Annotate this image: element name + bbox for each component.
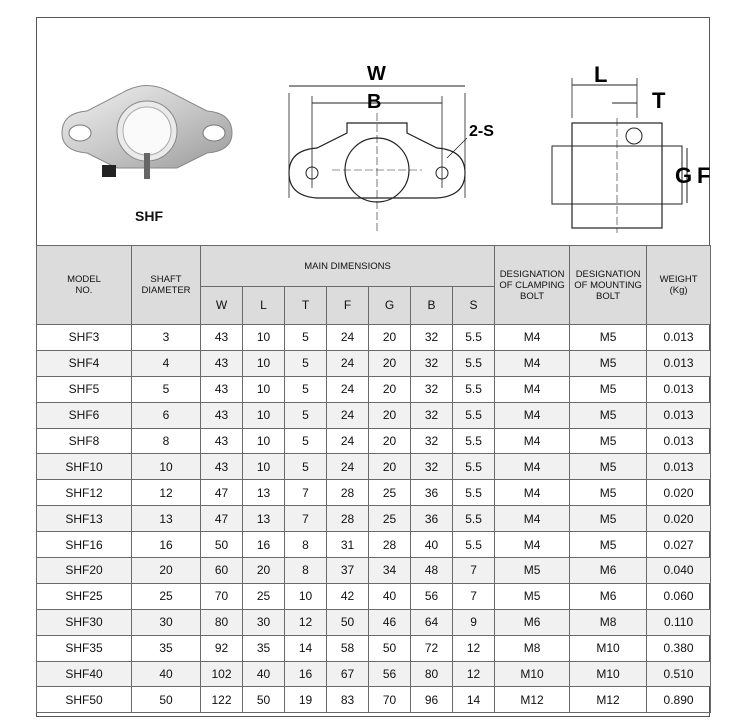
table-cell: 9 [453, 609, 495, 635]
table-cell: SHF16 [37, 532, 132, 558]
table-cell: 0.380 [647, 635, 711, 661]
table-cell: M10 [570, 661, 647, 687]
table-cell: 8 [285, 558, 327, 584]
table-cell: 10 [243, 376, 285, 402]
table-cell: 50 [369, 635, 411, 661]
table-cell: 10 [243, 402, 285, 428]
table-cell: 122 [201, 687, 243, 713]
table-row [37, 428, 711, 454]
header-dim-g: G [369, 287, 411, 325]
table-cell: M10 [570, 635, 647, 661]
table-cell: 20 [369, 350, 411, 376]
table-cell: 5.5 [453, 454, 495, 480]
table-cell: 14 [285, 635, 327, 661]
table-cell: 5 [285, 402, 327, 428]
table-cell: 72 [411, 635, 453, 661]
front-view-drawing [277, 38, 537, 238]
table-row [37, 583, 711, 609]
table-cell: 24 [327, 402, 369, 428]
table-cell: SHF13 [37, 506, 132, 532]
table-cell: 0.013 [647, 325, 711, 351]
table-cell: 7 [285, 480, 327, 506]
table-cell: 5.5 [453, 428, 495, 454]
table-cell: 5.5 [453, 350, 495, 376]
table-row [37, 558, 711, 584]
table-cell: 5.5 [453, 325, 495, 351]
table-cell: M4 [495, 454, 570, 480]
table-cell: 16 [285, 661, 327, 687]
table-cell: 40 [411, 532, 453, 558]
table-cell: 43 [201, 454, 243, 480]
header-dim-s: S [453, 287, 495, 325]
table-cell: 28 [327, 506, 369, 532]
table-cell: SHF3 [37, 325, 132, 351]
table-cell: M5 [495, 558, 570, 584]
table-cell: 70 [369, 687, 411, 713]
table-cell: M8 [570, 609, 647, 635]
table-cell: 70 [201, 583, 243, 609]
dim-g-label: G [675, 163, 693, 188]
table-cell: 92 [201, 635, 243, 661]
table-cell: 83 [327, 687, 369, 713]
table-cell: 35 [243, 635, 285, 661]
table-cell: SHF6 [37, 402, 132, 428]
table-cell: M6 [570, 583, 647, 609]
table-cell: 6 [132, 402, 201, 428]
table-cell: SHF20 [37, 558, 132, 584]
table-cell: 40 [369, 583, 411, 609]
table-cell: 30 [132, 609, 201, 635]
table-row [37, 402, 711, 428]
table-cell: M5 [570, 402, 647, 428]
table-row [37, 350, 711, 376]
table-cell: 0.020 [647, 480, 711, 506]
table-cell: M5 [570, 480, 647, 506]
table-row [37, 506, 711, 532]
table-cell: 14 [453, 687, 495, 713]
table-cell: 48 [411, 558, 453, 584]
table-cell: M5 [570, 376, 647, 402]
table-cell: 13 [243, 480, 285, 506]
table-cell: 5.5 [453, 376, 495, 402]
table-cell: 10 [285, 583, 327, 609]
table-cell: M5 [570, 454, 647, 480]
product-caption: SHF [135, 208, 163, 224]
table-cell: 0.890 [647, 687, 711, 713]
table-cell: M6 [570, 558, 647, 584]
table-cell: M4 [495, 350, 570, 376]
table-cell: 5 [285, 428, 327, 454]
table-cell: 58 [327, 635, 369, 661]
table-row [37, 687, 711, 713]
table-cell: 37 [327, 558, 369, 584]
header-dim-t: T [285, 287, 327, 325]
table-cell: 35 [132, 635, 201, 661]
holes-label: 2-S [469, 123, 494, 140]
table-body [37, 325, 711, 713]
table-cell: 0.110 [647, 609, 711, 635]
table-cell: 4 [132, 350, 201, 376]
table-cell: 0.013 [647, 402, 711, 428]
table-cell: 42 [327, 583, 369, 609]
table-cell: M5 [570, 428, 647, 454]
table-cell: 13 [132, 506, 201, 532]
table-cell: 24 [327, 428, 369, 454]
table-cell: 32 [411, 428, 453, 454]
table-cell: 67 [327, 661, 369, 687]
table-cell: 5 [285, 454, 327, 480]
table-cell: 12 [453, 635, 495, 661]
table-cell: 7 [453, 583, 495, 609]
table-cell: 10 [243, 325, 285, 351]
table-cell: 34 [369, 558, 411, 584]
table-cell: SHF8 [37, 428, 132, 454]
table-cell: 36 [411, 480, 453, 506]
table-cell: 24 [327, 454, 369, 480]
table-cell: M8 [495, 635, 570, 661]
table-cell: 20 [132, 558, 201, 584]
table-cell: 0.020 [647, 506, 711, 532]
table-cell: 0.013 [647, 428, 711, 454]
table-cell: 43 [201, 428, 243, 454]
header-shaft: SHAFT DIAMETER [132, 246, 201, 325]
table-cell: 47 [201, 506, 243, 532]
table-cell: 0.013 [647, 350, 711, 376]
table-cell: 25 [243, 583, 285, 609]
table-cell: 24 [327, 325, 369, 351]
table-cell: 30 [243, 609, 285, 635]
drawing-area [37, 18, 709, 246]
spec-table [36, 245, 711, 713]
table-cell: 20 [243, 558, 285, 584]
table-cell: 43 [201, 376, 243, 402]
table-cell: M12 [570, 687, 647, 713]
table-cell: 25 [132, 583, 201, 609]
table-cell: 40 [243, 661, 285, 687]
table-cell: 16 [132, 532, 201, 558]
table-cell: 50 [201, 532, 243, 558]
dim-l-label: L [594, 62, 608, 87]
table-cell: SHF30 [37, 609, 132, 635]
table-cell: 40 [132, 661, 201, 687]
table-cell: M6 [495, 609, 570, 635]
table-cell: 5 [285, 325, 327, 351]
table-cell: 32 [411, 376, 453, 402]
header-weight: WEIGHT (Kg) [647, 246, 711, 325]
table-cell: M4 [495, 376, 570, 402]
table-cell: 16 [243, 532, 285, 558]
table-cell: 32 [411, 402, 453, 428]
table-cell: 20 [369, 454, 411, 480]
table-cell: 3 [132, 325, 201, 351]
table-cell: 56 [369, 661, 411, 687]
table-row [37, 480, 711, 506]
table-cell: 24 [327, 350, 369, 376]
table-cell: 10 [132, 454, 201, 480]
table-cell: 43 [201, 325, 243, 351]
header-dim-w: W [201, 287, 243, 325]
dim-f-label: F [697, 163, 711, 188]
table-cell: 46 [369, 609, 411, 635]
table-cell: 8 [285, 532, 327, 558]
table-cell: M5 [570, 506, 647, 532]
table-cell: 25 [369, 506, 411, 532]
table-cell: M5 [570, 325, 647, 351]
table-cell: SHF50 [37, 687, 132, 713]
table-cell: 5.5 [453, 532, 495, 558]
table-cell: 0.060 [647, 583, 711, 609]
table-cell: 32 [411, 454, 453, 480]
table-cell: SHF25 [37, 583, 132, 609]
table-cell: 19 [285, 687, 327, 713]
table-cell: 12 [453, 661, 495, 687]
table-cell: 0.013 [647, 454, 711, 480]
table-cell: M5 [570, 350, 647, 376]
table-cell: 10 [243, 350, 285, 376]
side-view-drawing [542, 38, 712, 238]
table-cell: 47 [201, 480, 243, 506]
table-cell: 50 [132, 687, 201, 713]
table-row [37, 609, 711, 635]
table-cell: 96 [411, 687, 453, 713]
table-cell: SHF12 [37, 480, 132, 506]
dim-t-label: T [652, 88, 666, 113]
table-cell: SHF35 [37, 635, 132, 661]
table-cell: 28 [327, 480, 369, 506]
table-row [37, 661, 711, 687]
table-cell: 64 [411, 609, 453, 635]
header-dim-f: F [327, 287, 369, 325]
table-cell: 25 [369, 480, 411, 506]
table-cell: 32 [411, 325, 453, 351]
table-cell: 50 [243, 687, 285, 713]
table-row [37, 635, 711, 661]
table-cell: 7 [453, 558, 495, 584]
table-cell: 50 [327, 609, 369, 635]
table-cell: 12 [132, 480, 201, 506]
table-cell: M4 [495, 506, 570, 532]
table-cell: 56 [411, 583, 453, 609]
table-cell: 20 [369, 376, 411, 402]
table-cell: 31 [327, 532, 369, 558]
table-cell: M4 [495, 325, 570, 351]
table-cell: 10 [243, 428, 285, 454]
table-cell: 13 [243, 506, 285, 532]
table-row [37, 376, 711, 402]
header-mounting-bolt: DESIGNATION OF MOUNTING BOLT [570, 246, 647, 325]
table-cell: M4 [495, 428, 570, 454]
table-cell: 80 [201, 609, 243, 635]
table-cell: SHF40 [37, 661, 132, 687]
table-cell: M4 [495, 480, 570, 506]
header-model: MODEL NO. [37, 246, 132, 325]
table-cell: M4 [495, 532, 570, 558]
table-cell: 7 [285, 506, 327, 532]
table-cell: 0.040 [647, 558, 711, 584]
table-cell: 5.5 [453, 506, 495, 532]
table-row [37, 325, 711, 351]
table-cell: 28 [369, 532, 411, 558]
table-cell: 5 [132, 376, 201, 402]
table-cell: 5 [285, 376, 327, 402]
table-cell: M4 [495, 402, 570, 428]
header-clamping-bolt: DESIGNATION OF CLAMPING BOLT [495, 246, 570, 325]
table-cell: 8 [132, 428, 201, 454]
table-cell: SHF10 [37, 454, 132, 480]
table-cell: 24 [327, 376, 369, 402]
table-cell: 12 [285, 609, 327, 635]
table-cell: M5 [570, 532, 647, 558]
table-cell: 20 [369, 428, 411, 454]
table-cell: 0.013 [647, 376, 711, 402]
table-row [37, 454, 711, 480]
header-main-dimensions: MAIN DIMENSIONS [201, 246, 495, 287]
table-cell: 60 [201, 558, 243, 584]
table-cell: 10 [243, 454, 285, 480]
table-cell: 0.510 [647, 661, 711, 687]
table-cell: SHF4 [37, 350, 132, 376]
table-cell: 5.5 [453, 480, 495, 506]
header-dim-b: B [411, 287, 453, 325]
dim-b-label: B [367, 91, 382, 113]
table-cell: 80 [411, 661, 453, 687]
table-cell: 43 [201, 350, 243, 376]
table-cell: 43 [201, 402, 243, 428]
table-cell: M5 [495, 583, 570, 609]
table-cell: 36 [411, 506, 453, 532]
dim-w-label: W [367, 63, 386, 85]
header-dim-l: L [243, 287, 285, 325]
table-cell: 0.027 [647, 532, 711, 558]
table-cell: M12 [495, 687, 570, 713]
table-cell: SHF5 [37, 376, 132, 402]
table-cell: 20 [369, 402, 411, 428]
table-cell: 20 [369, 325, 411, 351]
table-row [37, 532, 711, 558]
table-cell: 5 [285, 350, 327, 376]
table-cell: 102 [201, 661, 243, 687]
table-cell: 32 [411, 350, 453, 376]
table-cell: M10 [495, 661, 570, 687]
table-cell: 5.5 [453, 402, 495, 428]
